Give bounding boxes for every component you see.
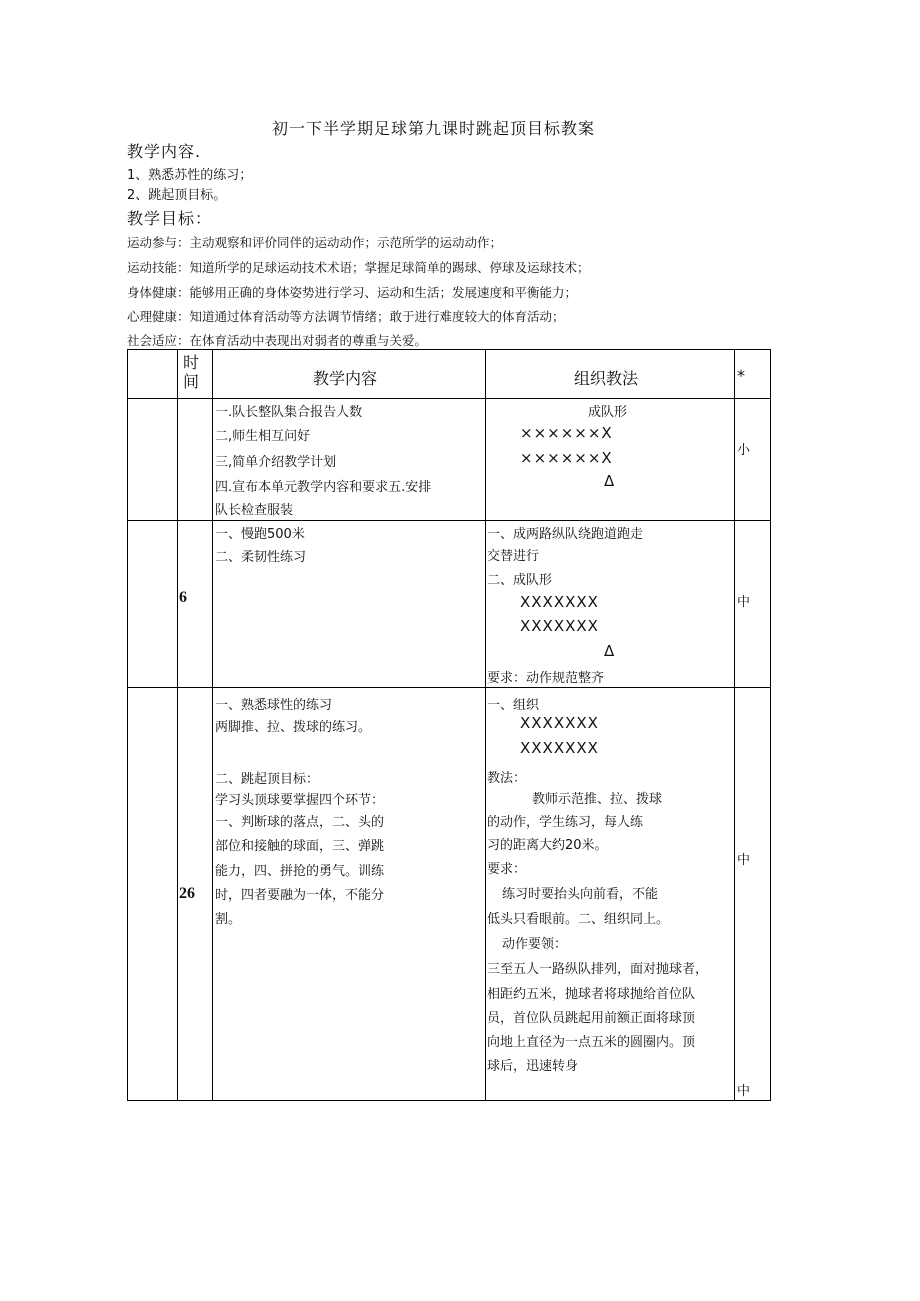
row3-method-line: 低头只看眼前。二、组织同上。 xyxy=(487,912,670,928)
row1-content-line: 二,师生相互问好 xyxy=(215,429,311,445)
method-cell xyxy=(486,521,735,688)
content-heading: 教学内容. xyxy=(127,142,202,161)
method-cell xyxy=(486,688,735,1101)
goals-heading: 教学目标： xyxy=(127,209,213,228)
row3-content-line: 二、跳起顶目标： xyxy=(215,772,320,788)
row1-content-line: 四.宣布本单元教学内容和要求五.安排 xyxy=(215,480,432,496)
content-cell xyxy=(213,399,486,521)
row2-content-line: 二、柔韧性练习 xyxy=(215,550,307,566)
row3-content-line: 部位和接触的球面，三、弹跳 xyxy=(215,839,385,855)
page-title: 初一下半学期足球第九课时跳起顶目标教案 xyxy=(272,119,596,138)
row1-content-line: 一.队长整队集合报告人数 xyxy=(215,405,363,421)
row3-formation-line: XXXXXXX xyxy=(520,739,599,758)
header-intensity-cell xyxy=(735,350,771,399)
row1-formation-line: ××××××X xyxy=(520,449,613,468)
header-time-bottom: 间 xyxy=(183,372,200,391)
content-cell xyxy=(213,521,486,688)
row1-method-line: 成队形 xyxy=(588,405,628,421)
row3-content-line: 时，四者要融为一体，不能分 xyxy=(215,888,385,904)
row3-method-line: 练习时要抬头向前看，不能 xyxy=(502,887,659,903)
content-item: 2、跳起顶目标。 xyxy=(127,188,227,203)
goal-item: 运动技能：知道所学的足球运动技术术语；掌握足球简单的踢球、停球及运球技术； xyxy=(127,260,590,275)
row2-formation-line: XXXXXXX xyxy=(520,617,599,636)
content-cell xyxy=(213,688,486,1101)
row3-method-line: 一、组织 xyxy=(487,698,540,714)
row2-time: 6 xyxy=(179,589,187,607)
row3-content-line: 一、熟悉球性的练习 xyxy=(215,698,333,714)
intensity-cell xyxy=(735,399,771,521)
blank-cell xyxy=(128,521,178,688)
header-time-cell xyxy=(178,350,213,399)
header-content-cell xyxy=(213,350,486,399)
table-row xyxy=(128,521,771,688)
goal-item: 心理健康：知道通过体育活动等方法调节情绪；敢于进行难度较大的体育活动； xyxy=(127,309,565,324)
time-cell xyxy=(178,399,213,521)
goal-item: 身体健康：能够用正确的身体姿势进行学习、运动和生活；发展速度和平衡能力； xyxy=(127,285,578,300)
goal-item: 社会适应：在体育活动中表现出对弱者的尊重与关爱。 xyxy=(127,333,428,348)
table-row xyxy=(128,399,771,521)
intensity-cell xyxy=(735,688,771,1101)
time-cell xyxy=(178,688,213,1101)
row3-method-line: 相距约五米，抛球者将球抛给首位队 xyxy=(487,987,696,1003)
row3-formation-line: XXXXXXX xyxy=(520,714,599,733)
row3-method-line: 的动作，学生练习，每人练 xyxy=(487,815,644,831)
header-content: 教学内容 xyxy=(313,369,378,388)
lesson-plan-table xyxy=(127,349,771,1101)
row3-time: 26 xyxy=(179,885,195,903)
row3-method-line: 三至五人一路纵队排列，面对抛球者， xyxy=(487,962,709,978)
header-method: 组织教法 xyxy=(574,369,639,388)
table-row xyxy=(128,688,771,1101)
row3-method-line: 球后，迅速转身 xyxy=(487,1059,579,1075)
row2-content-line: 一、慢跑500米 xyxy=(215,527,305,543)
row3-content-line: 能力，四、拼抢的勇气。训练 xyxy=(215,864,385,880)
header-time-top: 时 xyxy=(183,353,200,372)
table-header-row xyxy=(128,350,771,399)
method-cell xyxy=(486,399,735,521)
header-intensity: * xyxy=(737,366,745,385)
row3-method-line: 员，首位队员跳起用前额正面将球顶 xyxy=(487,1011,696,1027)
row2-formation-line: XXXXXXX xyxy=(520,593,599,612)
blank-cell xyxy=(128,688,178,1101)
row3-method-line: 习的距离大约20米。 xyxy=(487,838,608,854)
row2-method-line: 交替进行 xyxy=(487,549,540,565)
row3-content-line: 割。 xyxy=(215,912,242,928)
row3-content-line: 一、判断球的落点，二、头的 xyxy=(215,815,385,831)
row3-intensity-top: 中 xyxy=(737,853,751,869)
blank-cell xyxy=(128,399,178,521)
row1-intensity: 小 xyxy=(737,443,751,459)
row1-teacher-mark: Δ xyxy=(604,472,616,491)
row1-content-line: 队长检查服装 xyxy=(215,503,294,519)
row2-method-line: 二、成队形 xyxy=(487,573,553,589)
row3-method-line: 教法： xyxy=(487,771,527,787)
intensity-cell xyxy=(735,521,771,688)
header-method-cell xyxy=(486,350,735,399)
row3-method-line: 向地上直径为一点五米的圆圈内。顶 xyxy=(487,1035,696,1051)
row1-formation-line: ××××××X xyxy=(520,424,613,443)
row3-method-line: 动作要领： xyxy=(502,937,568,953)
content-item: 1、熟悉苏性的练习； xyxy=(127,168,253,183)
row1-content-line: 三,简单介绍教学计划 xyxy=(215,455,337,471)
header-blank-cell xyxy=(128,350,178,399)
time-cell xyxy=(178,521,213,688)
row2-intensity: 中 xyxy=(737,595,751,611)
row2-method-line: 一、成两路纵队绕跑道跑走 xyxy=(487,527,644,543)
row3-content-line: 两脚推、拉、拨球的练习。 xyxy=(215,720,372,736)
row3-method-line: 教师示范推、拉、拨球 xyxy=(532,792,663,808)
row3-content-line: 学习头顶球要掌握四个环节： xyxy=(215,793,385,809)
row2-teacher-mark: Δ xyxy=(604,642,616,661)
goal-item: 运动参与：主动观察和评价同伴的运动动作；示范所学的运动动作； xyxy=(127,235,503,250)
row3-intensity-bottom: 中 xyxy=(737,1084,751,1100)
row3-method-line: 要求： xyxy=(487,862,527,878)
row2-method-line: 要求：动作规范整齐 xyxy=(487,671,605,687)
